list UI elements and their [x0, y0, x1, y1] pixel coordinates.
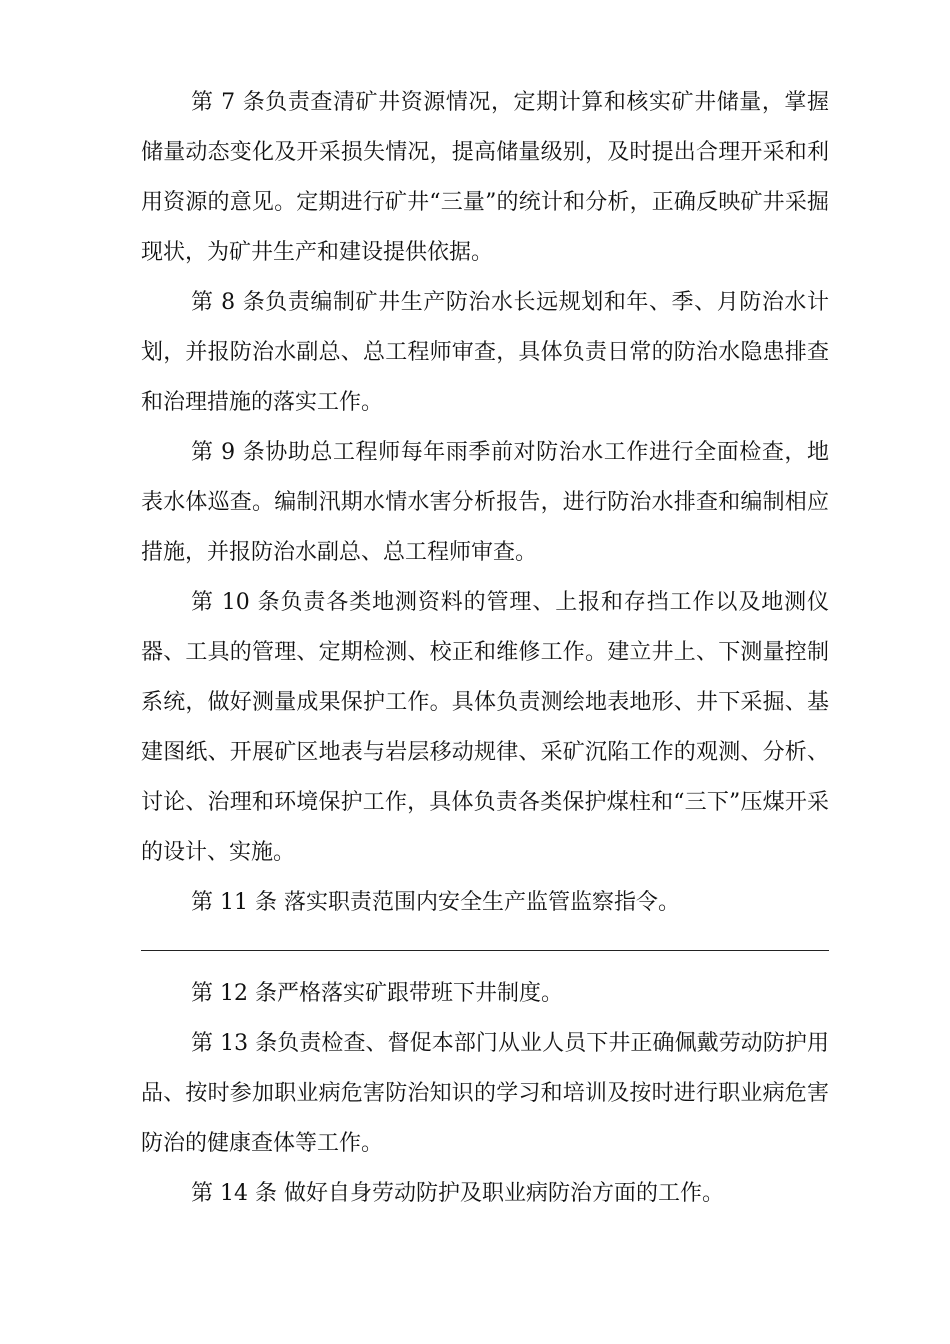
- article-14-paragraph: 第 14 条 做好自身劳动防护及职业病防治方面的工作。: [191, 1181, 724, 1206]
- article-8-paragraph: 第 8 条负责编制矿井生产防治水长远规划和年、季、月防治水计划，并报防治水副总、总工程师审查，具体负责日常的防治水隐患排查和治理措施的落实工作。: [141, 290, 829, 415]
- article-10-paragraph: 第 10 条负责各类地测资料的管理、上报和存挡工作以及地测仪器、工具的管理、定期检测、校正和维修工作。建立井上、下测量控制系统，做好测量成果保护工作。具体负责测绘地表地形、井下采掘、基建图纸、开展矿区地表与岩层移动规律、采矿沉陷工作的观测、分析、讨论、治理和环境保护工作，具体负责各类保护煤柱和“三下”压煤开采的设计、实施。: [141, 590, 829, 865]
- article-12-paragraph: 第 12 条严格落实矿跟带班下井制度。: [191, 981, 563, 1006]
- article-9-paragraph: 第 9 条协助总工程师每年雨季前对防治水工作进行全面检查，地表水体巡查。编制汛期水情水害分析报告，进行防治水排查和编制相应措施，并报防治水副总、总工程师审查。: [141, 440, 829, 565]
- article-11-paragraph: 第 11 条 落实职责范围内安全生产监管监察指令。: [191, 890, 680, 915]
- article-13-paragraph: 第 13 条负责检查、督促本部门从业人员下井正确佩戴劳动防护用品、按时参加职业病危害防治知识的学习和培训及按时进行职业病危害防治的健康查体等工作。: [141, 1031, 829, 1156]
- document-page: [141, 78, 829, 1219]
- section-divider: [141, 950, 829, 951]
- article-7-paragraph: 第 7 条负责查清矿井资源情况，定期计算和核实矿井储量，掌握储量动态变化及开采损失情况，提高储量级别，及时提出合理开采和利用资源的意见。定期进行矿井“三量”的统计和分析，正确反映矿井采掘现状，为矿井生产和建设提供依据。: [141, 90, 829, 265]
